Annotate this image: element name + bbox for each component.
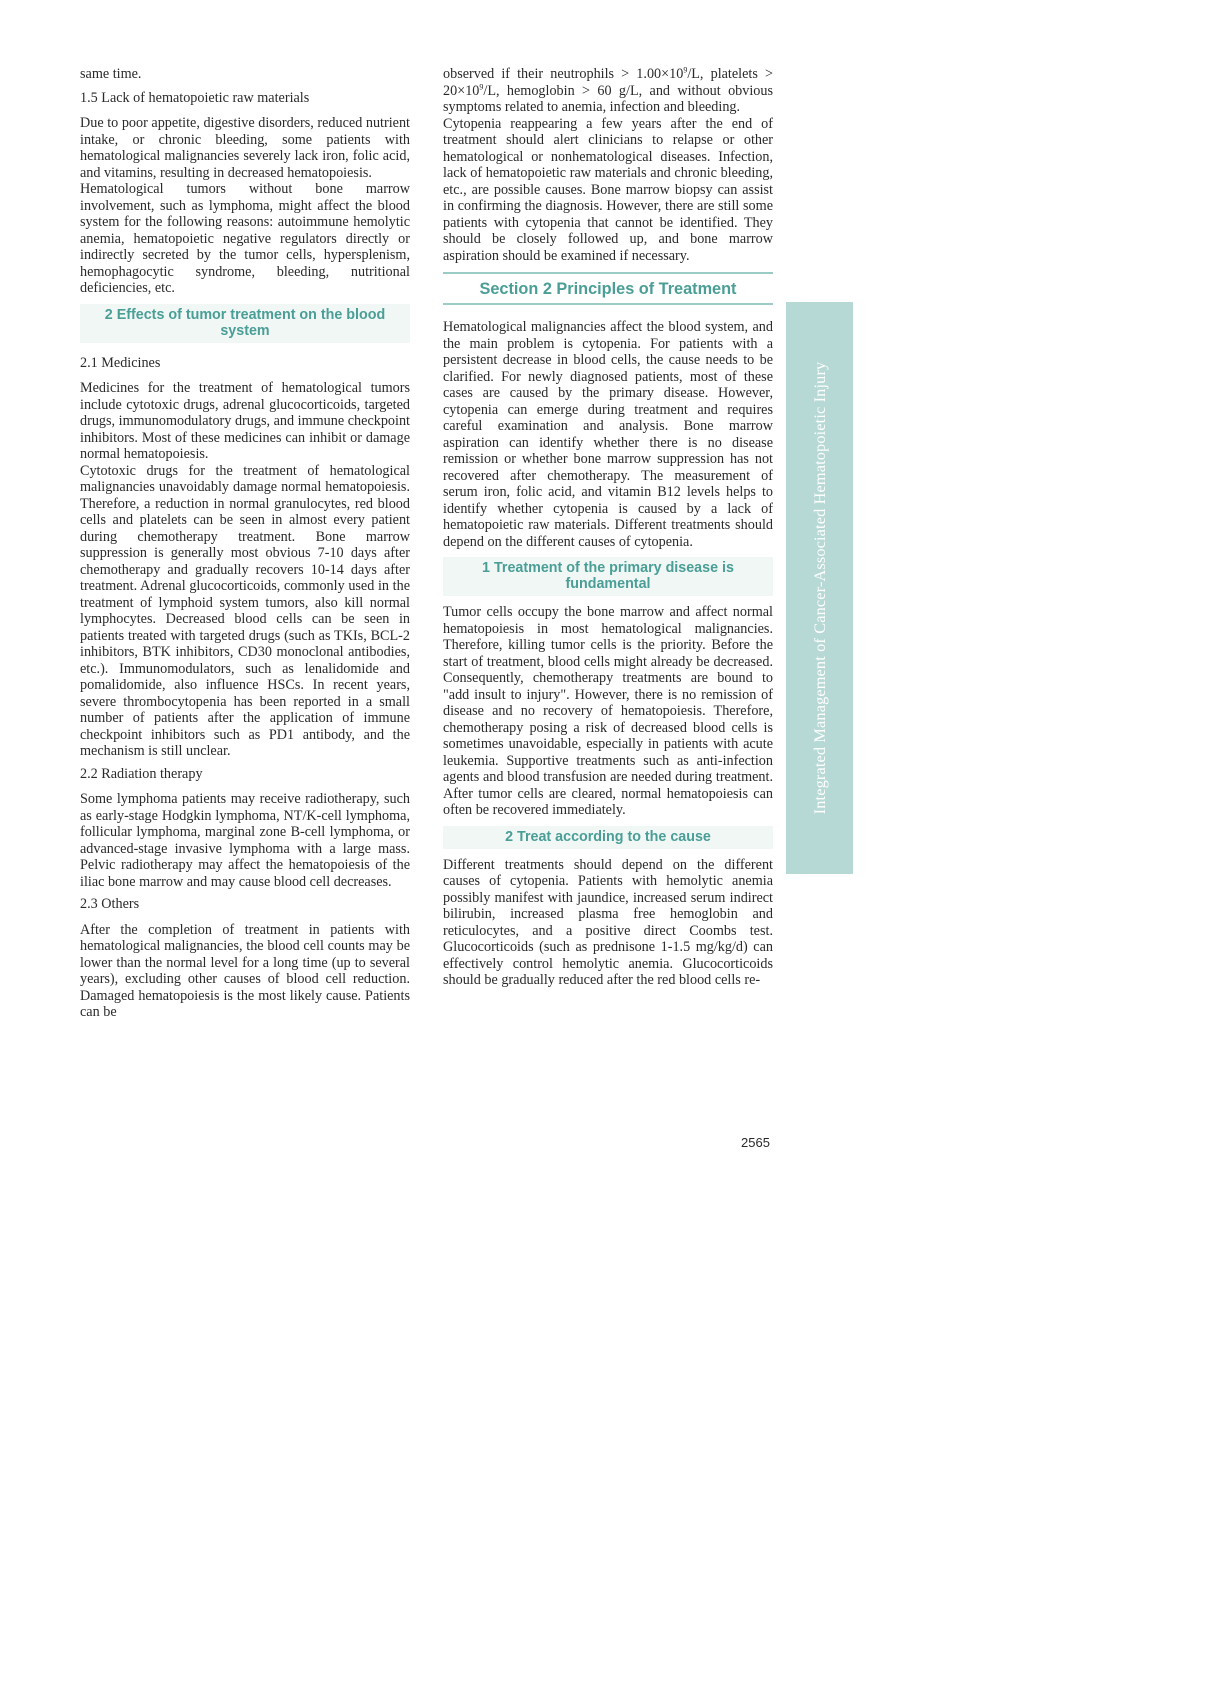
- side-chapter-tab: [786, 302, 853, 874]
- paragraph: Medicines for the treatment of hematological tumors include cytotoxic drugs, adrenal glucocorticoids, targeted drugs, immunomodulatory drugs, and immune checkpoint inhibitors. Most of these medicines can inhibit or damage normal hematopoiesis.: [80, 380, 410, 462]
- paragraph: Different treatments should depend on the different causes of cytopenia. Patients with hemolytic anemia possibly manifest with jaundice, increased serum indirect bilirubin, increased plasma free hemoglobin and reticulocytes, and a positive direct Coombs test. Glucocorticoids (such as prednisone 1-1.5 mg/kg/d) can effectively control hemolytic anemia. Glucocorticoids should be gradually reduced after the red blood cells re-: [443, 856, 773, 988]
- superscript: 9: [479, 81, 484, 91]
- subheading-2-2: 2.2 Radiation therapy: [80, 765, 203, 782]
- text-run: observed if their neutrophils > 1.00×10: [443, 66, 684, 82]
- paragraph: same time.: [80, 66, 142, 82]
- page-number: 2565: [741, 1135, 770, 1150]
- side-tab-label: Integrated Management of Cancer-Associated Hematopoietic Injury: [809, 361, 829, 815]
- subheading-2-3: 2.3 Others: [80, 896, 140, 912]
- text-run: /L, hemoglobin > 60 g/L, and without obvious symptoms related to anemia, infection and bleeding.: [443, 82, 773, 115]
- superscript: 9: [683, 65, 688, 75]
- paragraph: Cytopenia reappearing a few years after the end of treatment should alert clinicians to relapse or other hematological or nonhematological diseases. Infection, lack of hematopoietic raw materials and chronic bleeding, etc., are possible causes. Bone marrow biopsy can assist in confirming the diagnosis. However, there are still some patients with cytopenia that cannot be identified. They should be closely followed up, and bone marrow aspiration should be examined if necessary.: [443, 115, 773, 264]
- paragraph: Hematological malignancies affect the blood system, and the main problem is cytopenia. For patients with a persistent decrease in blood cells, the cause needs to be clarified. For newly diagnosed patients, most of these cases are caused by the primary disease. However, cytopenia can emerge during treatment and requires careful examination and analysis. Bone marrow aspiration can identify whether there is no disease remission or whether bone marrow suppression has not recovered after chemotherapy. The measurement of serum iron, folic acid, and vitamin B12 levels helps to identify whether cytopenia is caused by a lack of hematopoietic raw materials. Different treatments should depend on the different causes of cytopenia.: [443, 319, 773, 550]
- paragraph: Some lymphoma patients may receive radiotherapy, such as early-stage Hodgkin lymphoma, NT/K-cell lymphoma, follicular lymphoma, marginal zone B-cell lymphoma, or advanced-stage invasive lymphoma with a large mass. Pelvic radiotherapy may affect the hematopoiesis of the iliac bone marrow and may cause blood cell decreases.: [80, 791, 410, 890]
- paragraph: After the completion of treatment in patients with hematological malignancies, the blood cell counts may be lower than the normal level for a long time (up to several years), excluding other causes of blood cell reduction. Damaged hematopoiesis is the most likely cause. Patients can be: [80, 921, 410, 1020]
- paragraph: Hematological tumors without bone marrow involvement, such as lymphoma, might affect the blood system for the following reasons: autoimmune hemolytic anemia, hematopoietic negative regulators directly or indirectly secreted by the tumor cells, hypersplenism, hemophagocytic syndrome, bleeding, nutritional deficiencies, etc.: [80, 181, 410, 296]
- heading-1-treatment: 1 Treatment of the primary disease is fundamental: [443, 557, 773, 596]
- text-run: /L, platelets > 20×10: [443, 66, 773, 99]
- subheading-2-1: 2.1 Medicines: [80, 354, 161, 371]
- paragraph: Due to poor appetite, digestive disorders, reduced nutrient intake, or chronic bleeding, some patients with hematological malignancies severely lack iron, folic acid, and vitamins, resulting in decreased hematopoiesis.: [80, 115, 410, 181]
- section-title: Section 2 Principles of Treatment: [443, 272, 773, 305]
- heading-2-effects: 2 Effects of tumor treatment on the blood system: [80, 304, 410, 343]
- heading-2-treat-cause: 2 Treat according to the cause: [443, 826, 773, 849]
- paragraph: Cytotoxic drugs for the treatment of hematological malignancies unavoidably damage normal hematopoiesis. Therefore, a reduction in normal granulocytes, red blood cells and platelets can be seen in almost every patient during chemotherapy treatment. Bone marrow suppression is generally most obvious 7-10 days after chemotherapy and gradually recovers 10-14 days after treatment. Adrenal glucocorticoids, commonly used in the treatment of lymphoid system tumors, also kill normal lymphocytes. Decreased blood cells can be seen in patients treated with targeted drugs (such as TKIs, BCL-2 inhibitors, BTK inhibitors, CD30 monoclonal antibodies, etc.). Immunomodulators, such as lenalidomide and pomalidomide, also influence HSCs. In recent years, severe thrombocytopenia has been reported in a small number of patients after the application of immune checkpoint inhibitors such as PD1 antibody, and the mechanism is still unclear.: [80, 462, 410, 759]
- paragraph: [443, 66, 773, 116]
- left-column: [80, 66, 410, 1021]
- paragraph: Tumor cells occupy the bone marrow and affect normal hematopoiesis in most hematological malignancies. Therefore, killing tumor cells is the priority. Before the start of treatment, blood cells might already be decreased. Consequently, chemotherapy treatments are bound to "add insult to injury". However, there is no remission of disease and no recovery of hematopoiesis. Therefore, chemotherapy posing a risk of decreased blood cells is sometimes unavoidable, especially in patients with acute leukemia. Supportive treatments such as anti-infection agents and blood transfusion are needed during treatment. After tumor cells are cleared, normal hematopoiesis can often be recovered immediately.: [443, 604, 773, 818]
- subheading-1-5: 1.5 Lack of hematopoietic raw materials: [80, 89, 310, 106]
- right-column: [443, 66, 773, 989]
